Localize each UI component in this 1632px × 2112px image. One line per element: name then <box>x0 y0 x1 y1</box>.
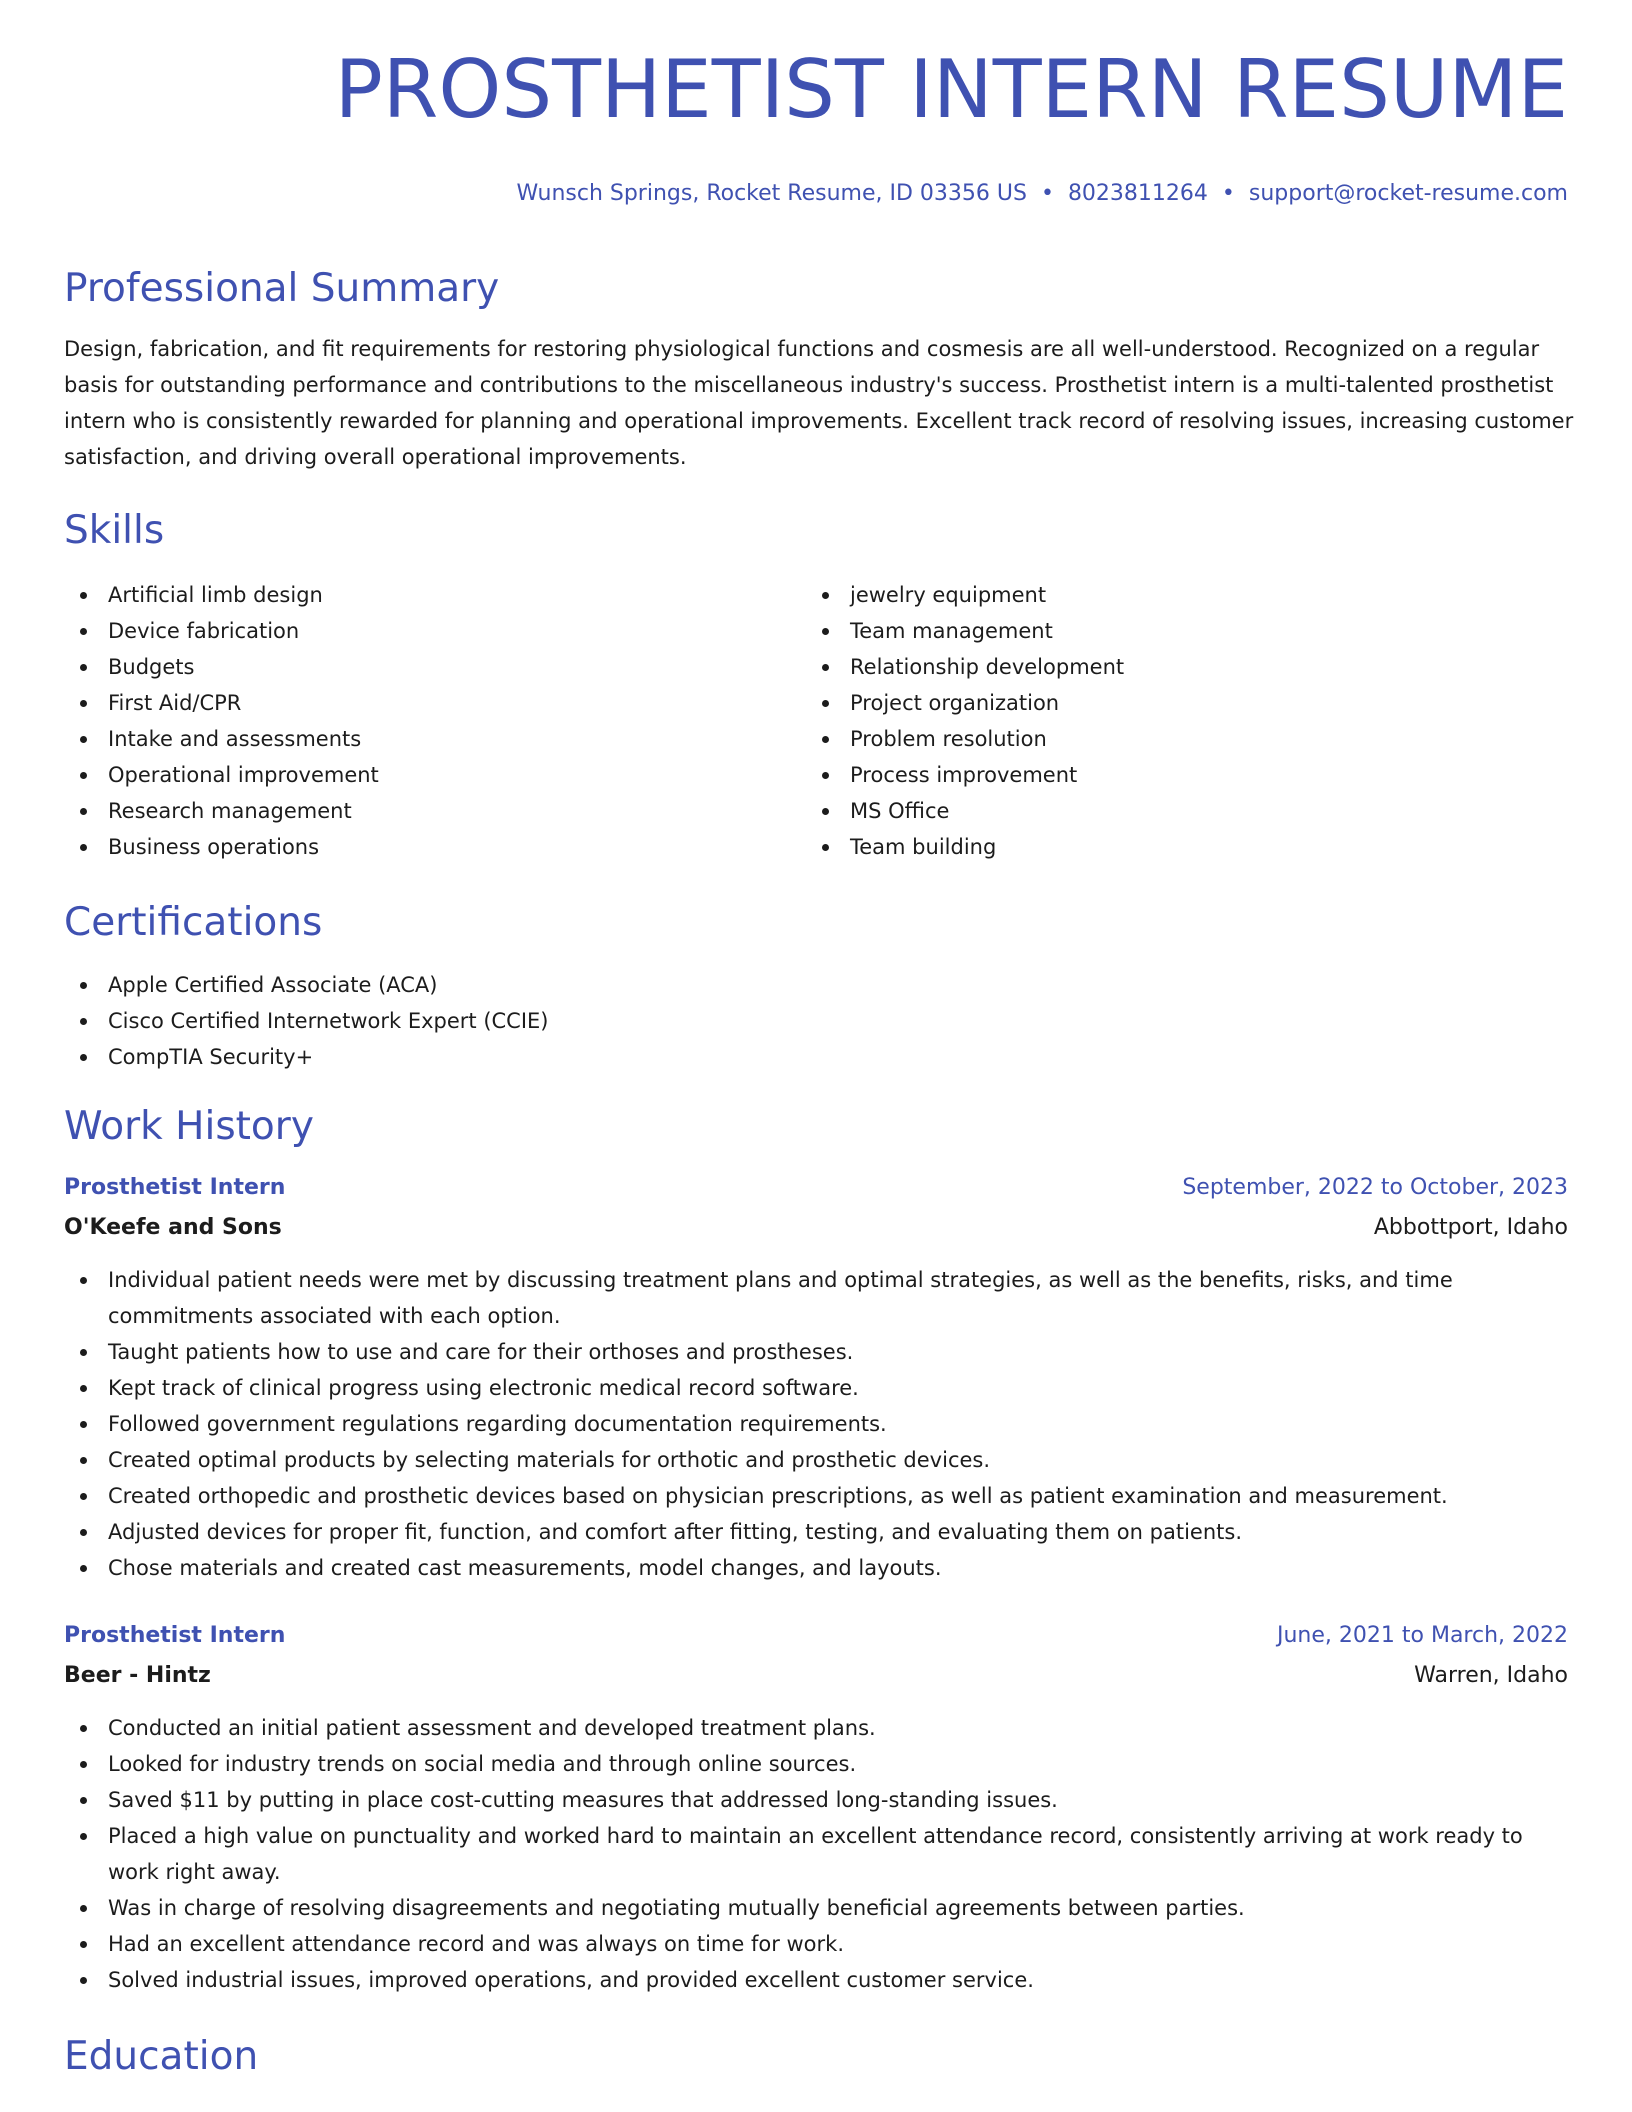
skill-item: Budgets <box>64 649 764 685</box>
job-bullet: Saved $11 by putting in place cost-cutting measures that addressed long-standing issues. <box>64 1782 1574 1818</box>
job-1-bullets <box>64 1262 1574 1586</box>
job-1-subheader <box>64 1215 1568 1240</box>
skills-list-left <box>64 577 764 865</box>
skill-item: Device fabrication <box>64 613 764 649</box>
resume-title: PROSTHETIST INTERN RESUME <box>334 43 1568 136</box>
job-2-header <box>64 1623 1568 1648</box>
summary-text: Design, fabrication, and fit requirements for restoring physiological functions and cosmesis are all well-understood. Recognized on a regular basis for outstanding performance and contributions to the miscellaneous industry's success. Prosthetist intern is a multi-talented prosthetist intern who is consistently rewarded for planning and operational improvements. Excellent track record of resolving issues, increasing customer satisfaction, and driving overall operational improvements. <box>64 337 1574 469</box>
skill-item: First Aid/CPR <box>64 685 764 721</box>
job-title: Prosthetist Intern <box>64 1623 286 1648</box>
job-dates: June, 2021 to March, 2022 <box>1277 1623 1568 1648</box>
skill-item: Team building <box>806 829 1506 865</box>
job-2-subheader <box>64 1663 1568 1688</box>
skills-heading: Skills <box>64 508 165 553</box>
contact-separator: • <box>1221 181 1235 206</box>
job-bullet: Solved industrial issues, improved operations, and provided excellent customer service. <box>64 1962 1574 1998</box>
certification-item: Apple Certified Associate (ACA) <box>64 967 1564 1003</box>
job-1-header <box>64 1175 1568 1200</box>
job-bullet: Created orthopedic and prosthetic devices based on physician prescriptions, as well as patient examination and measurement. <box>64 1478 1574 1514</box>
skill-item: Relationship development <box>806 649 1506 685</box>
skill-item: Research management <box>64 793 764 829</box>
contact-separator: • <box>1040 181 1054 206</box>
skill-item: jewelry equipment <box>806 577 1506 613</box>
job-bullet: Looked for industry trends on social media and through online sources. <box>64 1746 1574 1782</box>
contact-line <box>517 181 1568 206</box>
job-bullet: Followed government regulations regarding documentation requirements. <box>64 1406 1574 1442</box>
certifications-list <box>64 967 1564 1075</box>
contact-email[interactable]: support@rocket-resume.com <box>1248 181 1568 206</box>
job-dates: September, 2022 to October, 2023 <box>1182 1175 1568 1200</box>
job-location: Warren, Idaho <box>1414 1663 1568 1688</box>
job-bullet: Kept track of clinical progress using electronic medical record software. <box>64 1370 1574 1406</box>
summary-heading: Professional Summary <box>64 266 500 311</box>
job-bullet: Individual patient needs were met by discussing treatment plans and optimal strategies, as well as the benefits, risks, and time commitments associated with each option. <box>64 1262 1574 1334</box>
job-title: Prosthetist Intern <box>64 1175 286 1200</box>
job-bullet: Created optimal products by selecting materials for orthotic and prosthetic devices. <box>64 1442 1574 1478</box>
skill-item: Artificial limb design <box>64 577 764 613</box>
education-heading: Education <box>64 2034 259 2079</box>
job-bullet: Placed a high value on punctuality and worked hard to maintain an excellent attendance record, consistently arriving at work ready to work right away. <box>64 1818 1574 1890</box>
job-bullet: Had an excellent attendance record and was always on time for work. <box>64 1926 1574 1962</box>
job-bullet: Was in charge of resolving disagreements and negotiating mutually beneficial agreements between parties. <box>64 1890 1574 1926</box>
job-company: Beer - Hintz <box>64 1663 211 1688</box>
job-bullet: Taught patients how to use and care for their orthoses and prostheses. <box>64 1334 1574 1370</box>
skill-item: Team management <box>806 613 1506 649</box>
certification-item: CompTIA Security+ <box>64 1039 1564 1075</box>
skill-item: Intake and assessments <box>64 721 764 757</box>
work-history-heading: Work History <box>64 1104 314 1149</box>
contact-address: Wunsch Springs, Rocket Resume, ID 03356 US <box>516 181 1027 206</box>
job-location: Abbottport, Idaho <box>1373 1215 1568 1240</box>
job-company: O'Keefe and Sons <box>64 1215 282 1240</box>
job-2-bullets <box>64 1710 1574 1998</box>
skill-item: Problem resolution <box>806 721 1506 757</box>
certifications-heading: Certifications <box>64 900 323 945</box>
contact-phone[interactable]: 8023811264 <box>1067 181 1208 206</box>
certification-item: Cisco Certified Internetwork Expert (CCIE) <box>64 1003 1564 1039</box>
skill-item: Project organization <box>806 685 1506 721</box>
job-bullet: Adjusted devices for proper fit, function, and comfort after fitting, testing, and evaluating them on patients. <box>64 1514 1574 1550</box>
skill-item: Business operations <box>64 829 764 865</box>
skills-list-right <box>806 577 1506 865</box>
skill-item: Operational improvement <box>64 757 764 793</box>
skill-item: MS Office <box>806 793 1506 829</box>
job-bullet: Conducted an initial patient assessment and developed treatment plans. <box>64 1710 1574 1746</box>
skill-item: Process improvement <box>806 757 1506 793</box>
job-bullet: Chose materials and created cast measurements, model changes, and layouts. <box>64 1550 1574 1586</box>
